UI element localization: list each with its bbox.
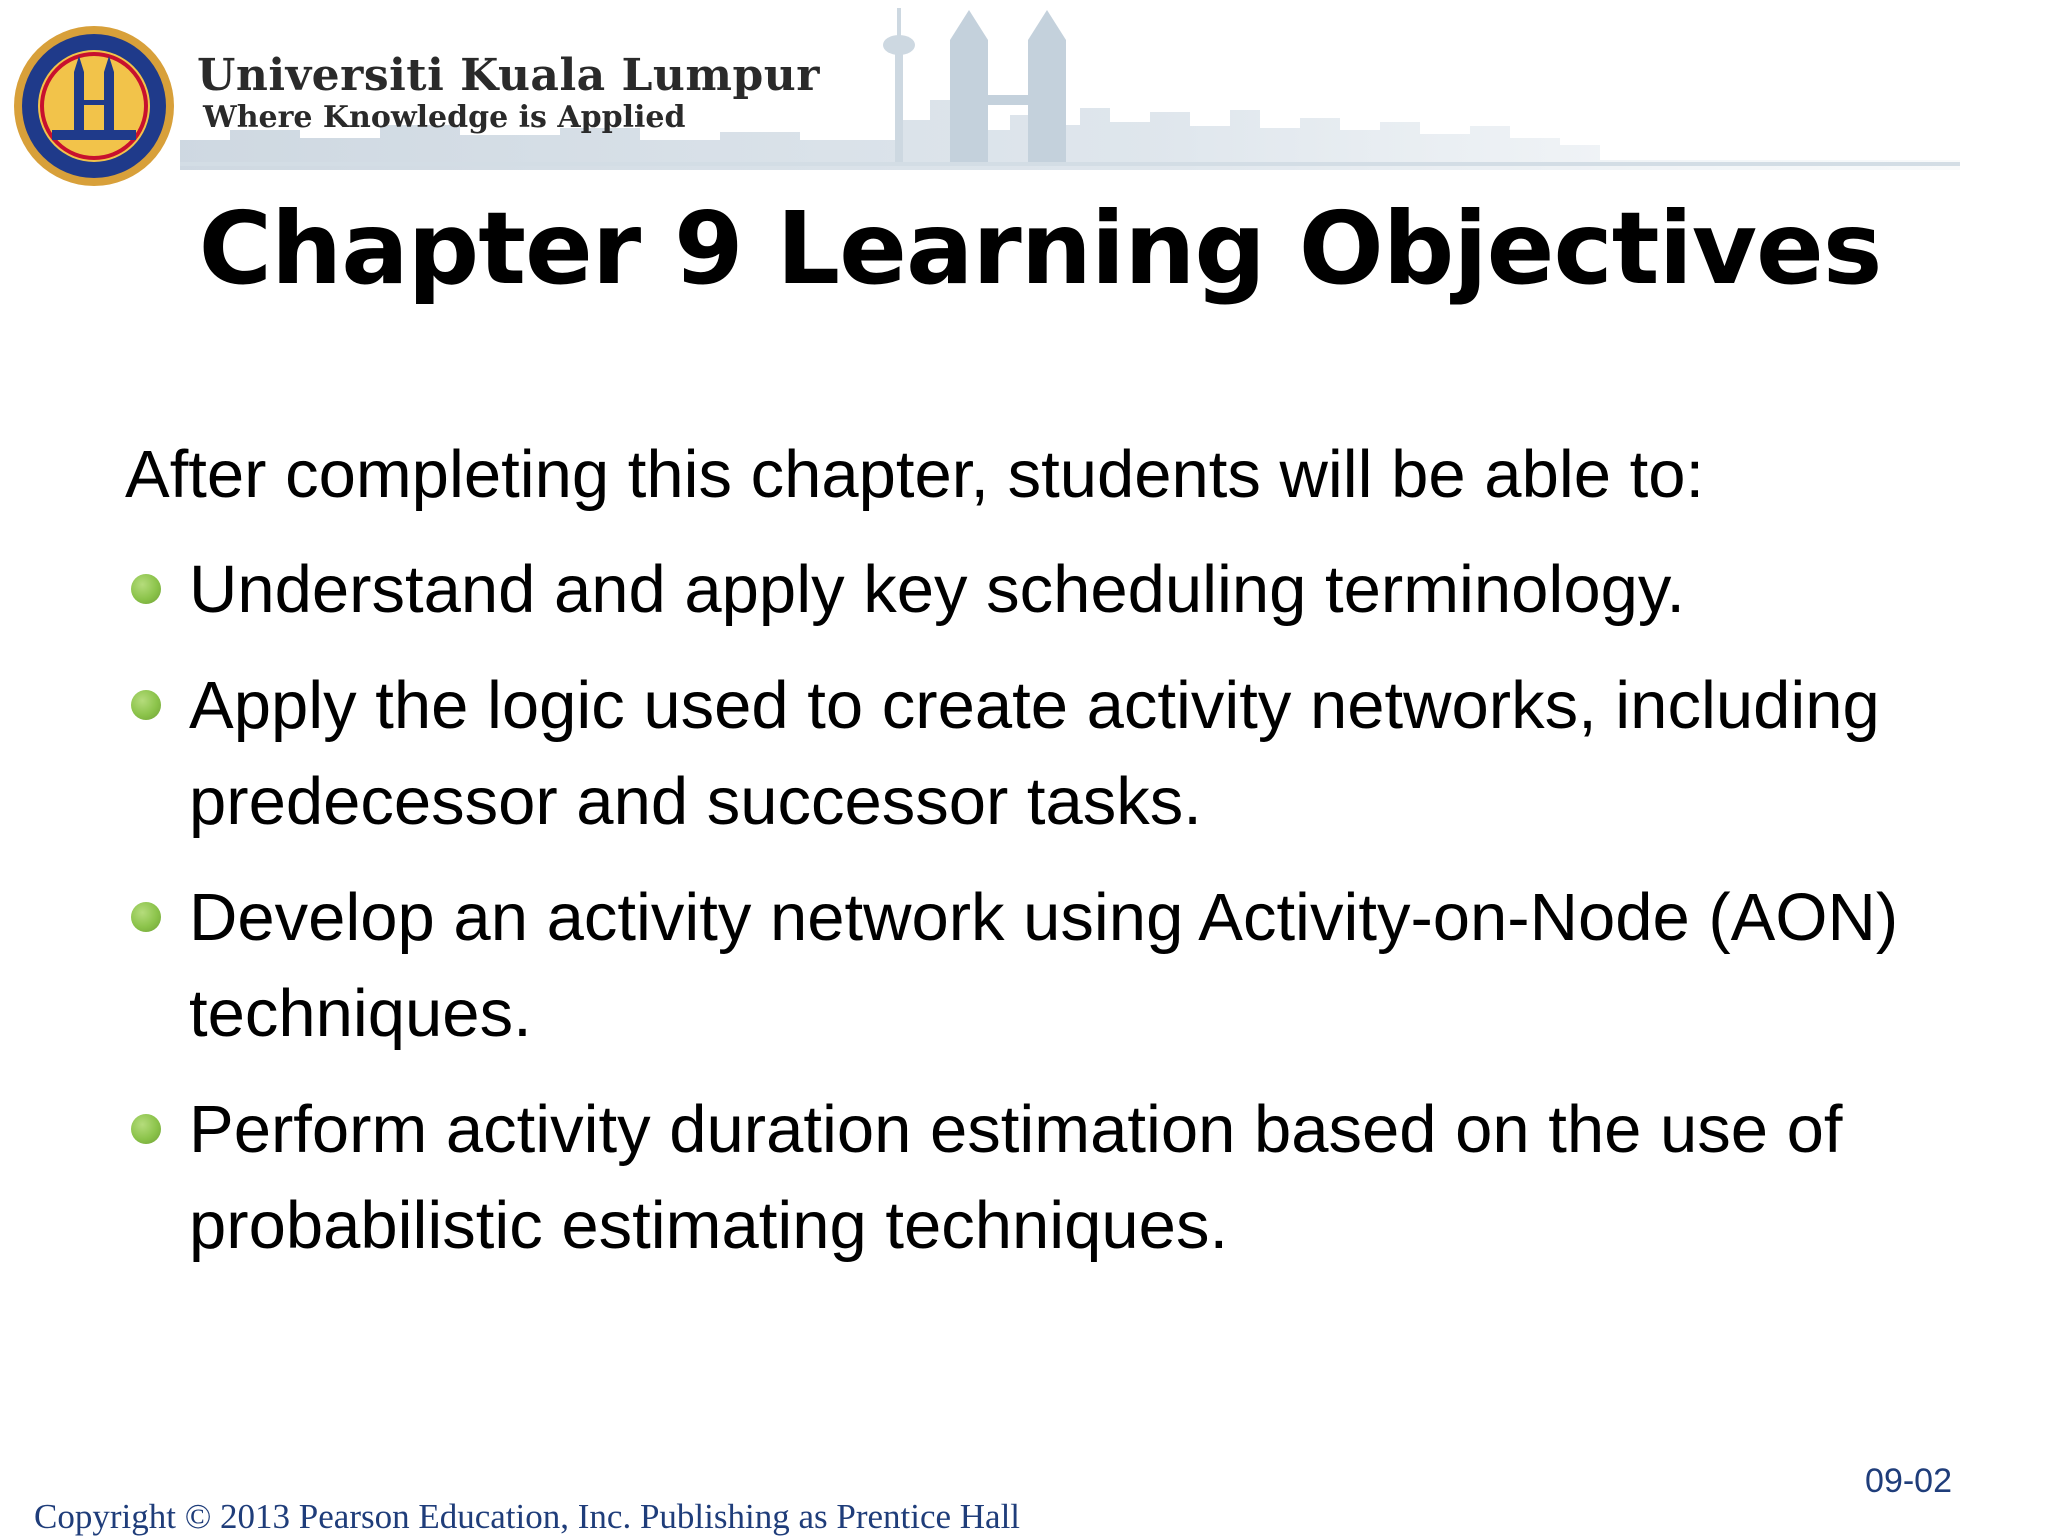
list-item [125, 1082, 1925, 1274]
objectives-list [125, 542, 1925, 1274]
bullet-dot-icon [131, 1114, 161, 1144]
list-item [125, 542, 1925, 638]
university-name: Universiti Kuala Lumpur [197, 50, 820, 101]
slide-body [125, 432, 1925, 1294]
slide-number: 09-02 [1865, 1462, 1952, 1500]
bullet-dot-icon [131, 574, 161, 604]
bullet-dot-icon [131, 690, 161, 720]
university-crest-icon [8, 22, 180, 190]
university-tagline: Where Knowledge is Applied [203, 100, 686, 135]
objective-text: Perform activity duration estimation based on the use of probabilistic estimating techniques. [189, 1092, 1843, 1263]
slide-title: Chapter 9 Learning Objectives [198, 190, 1882, 307]
copyright-notice: Copyright © 2013 Pearson Education, Inc. Publishing as Prentice Hall [34, 1497, 1021, 1536]
objective-text: Understand and apply key scheduling terminology. [189, 552, 1685, 627]
bullet-dot-icon [131, 902, 161, 932]
objective-text: Develop an activity network using Activity-on-Node (AON) techniques. [189, 880, 1899, 1051]
intro-text: After completing this chapter, students will be able to: [125, 437, 1705, 512]
header-banner [0, 0, 1960, 170]
objective-text: Apply the logic used to create activity networks, including predecessor and successor tasks. [189, 668, 1880, 839]
list-item [125, 870, 1925, 1062]
list-item [125, 658, 1925, 850]
